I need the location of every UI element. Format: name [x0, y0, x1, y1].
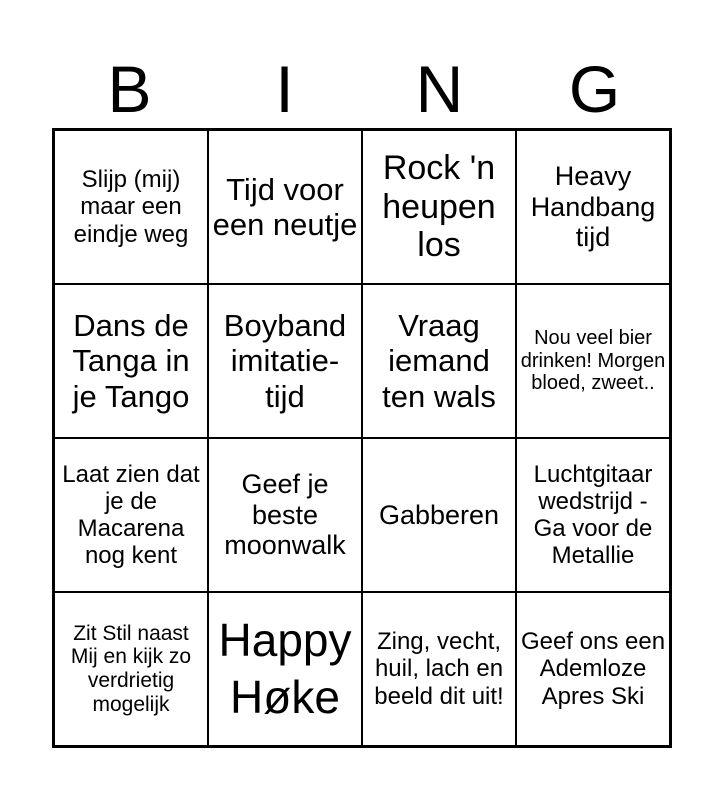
header-letter-i: I [275, 52, 294, 126]
cell-text: Gabberen [378, 499, 500, 530]
cell-text: Boyband imitatie-tijd [223, 308, 347, 414]
bingo-cell-1-2[interactable] [208, 130, 362, 284]
cell-text: Slijp (mij) maar een eindje weg [73, 166, 189, 248]
header-letter-b: B [107, 52, 152, 126]
header-letter-g: G [568, 52, 621, 126]
bingo-cell-1-1[interactable] [54, 130, 208, 284]
cell-text: Laat zien dat je de Macarena nog kent [62, 460, 200, 570]
bingo-cell-2-1[interactable] [54, 284, 208, 438]
cell-text: Zit Stil naast Mij en kijk zo verdrietig mogelijk [70, 621, 192, 716]
bingo-cell-4-1[interactable] [54, 592, 208, 746]
bingo-cell-3-2[interactable] [208, 438, 362, 592]
bingo-cell-4-2[interactable] [208, 592, 362, 746]
cell-text: Zing, vecht, huil, lach en beeld dit uit! [374, 628, 504, 710]
bingo-header [52, 50, 672, 128]
bingo-cell-1-3[interactable] [362, 130, 516, 284]
bingo-cell-2-2[interactable] [208, 284, 362, 438]
bingo-cell-2-4[interactable] [516, 284, 670, 438]
cell-text: Tijd voor een neutje [212, 171, 358, 242]
cell-text: Geef je beste moonwalk [224, 469, 346, 561]
cell-text: Dans de Tanga in je Tango [72, 308, 190, 414]
bingo-cell-1-4[interactable] [516, 130, 670, 284]
header-letter-n: N [415, 52, 464, 126]
cell-text: Rock 'n heupen los [382, 149, 496, 265]
bingo-cell-4-3[interactable] [362, 592, 516, 746]
cell-text: Happy Høke [218, 613, 352, 723]
bingo-cell-3-4[interactable] [516, 438, 670, 592]
bingo-cell-3-1[interactable] [54, 438, 208, 592]
bingo-grid [52, 128, 672, 748]
cell-text: Vraag iemand ten wals [382, 308, 496, 414]
bingo-cell-3-3[interactable] [362, 438, 516, 592]
bingo-cell-2-3[interactable] [362, 284, 516, 438]
cell-text: Nou veel bier drinken! Morgen bloed, zweet.. [520, 327, 666, 395]
cell-text: Geef ons een Ademloze Apres Ski [520, 628, 666, 710]
cell-text: Luchtgitaar wedstrijd - Ga voor de Metallie [533, 460, 653, 570]
cell-text: Heavy Handbang tijd [530, 161, 656, 253]
bingo-cell-4-4[interactable] [516, 592, 670, 746]
